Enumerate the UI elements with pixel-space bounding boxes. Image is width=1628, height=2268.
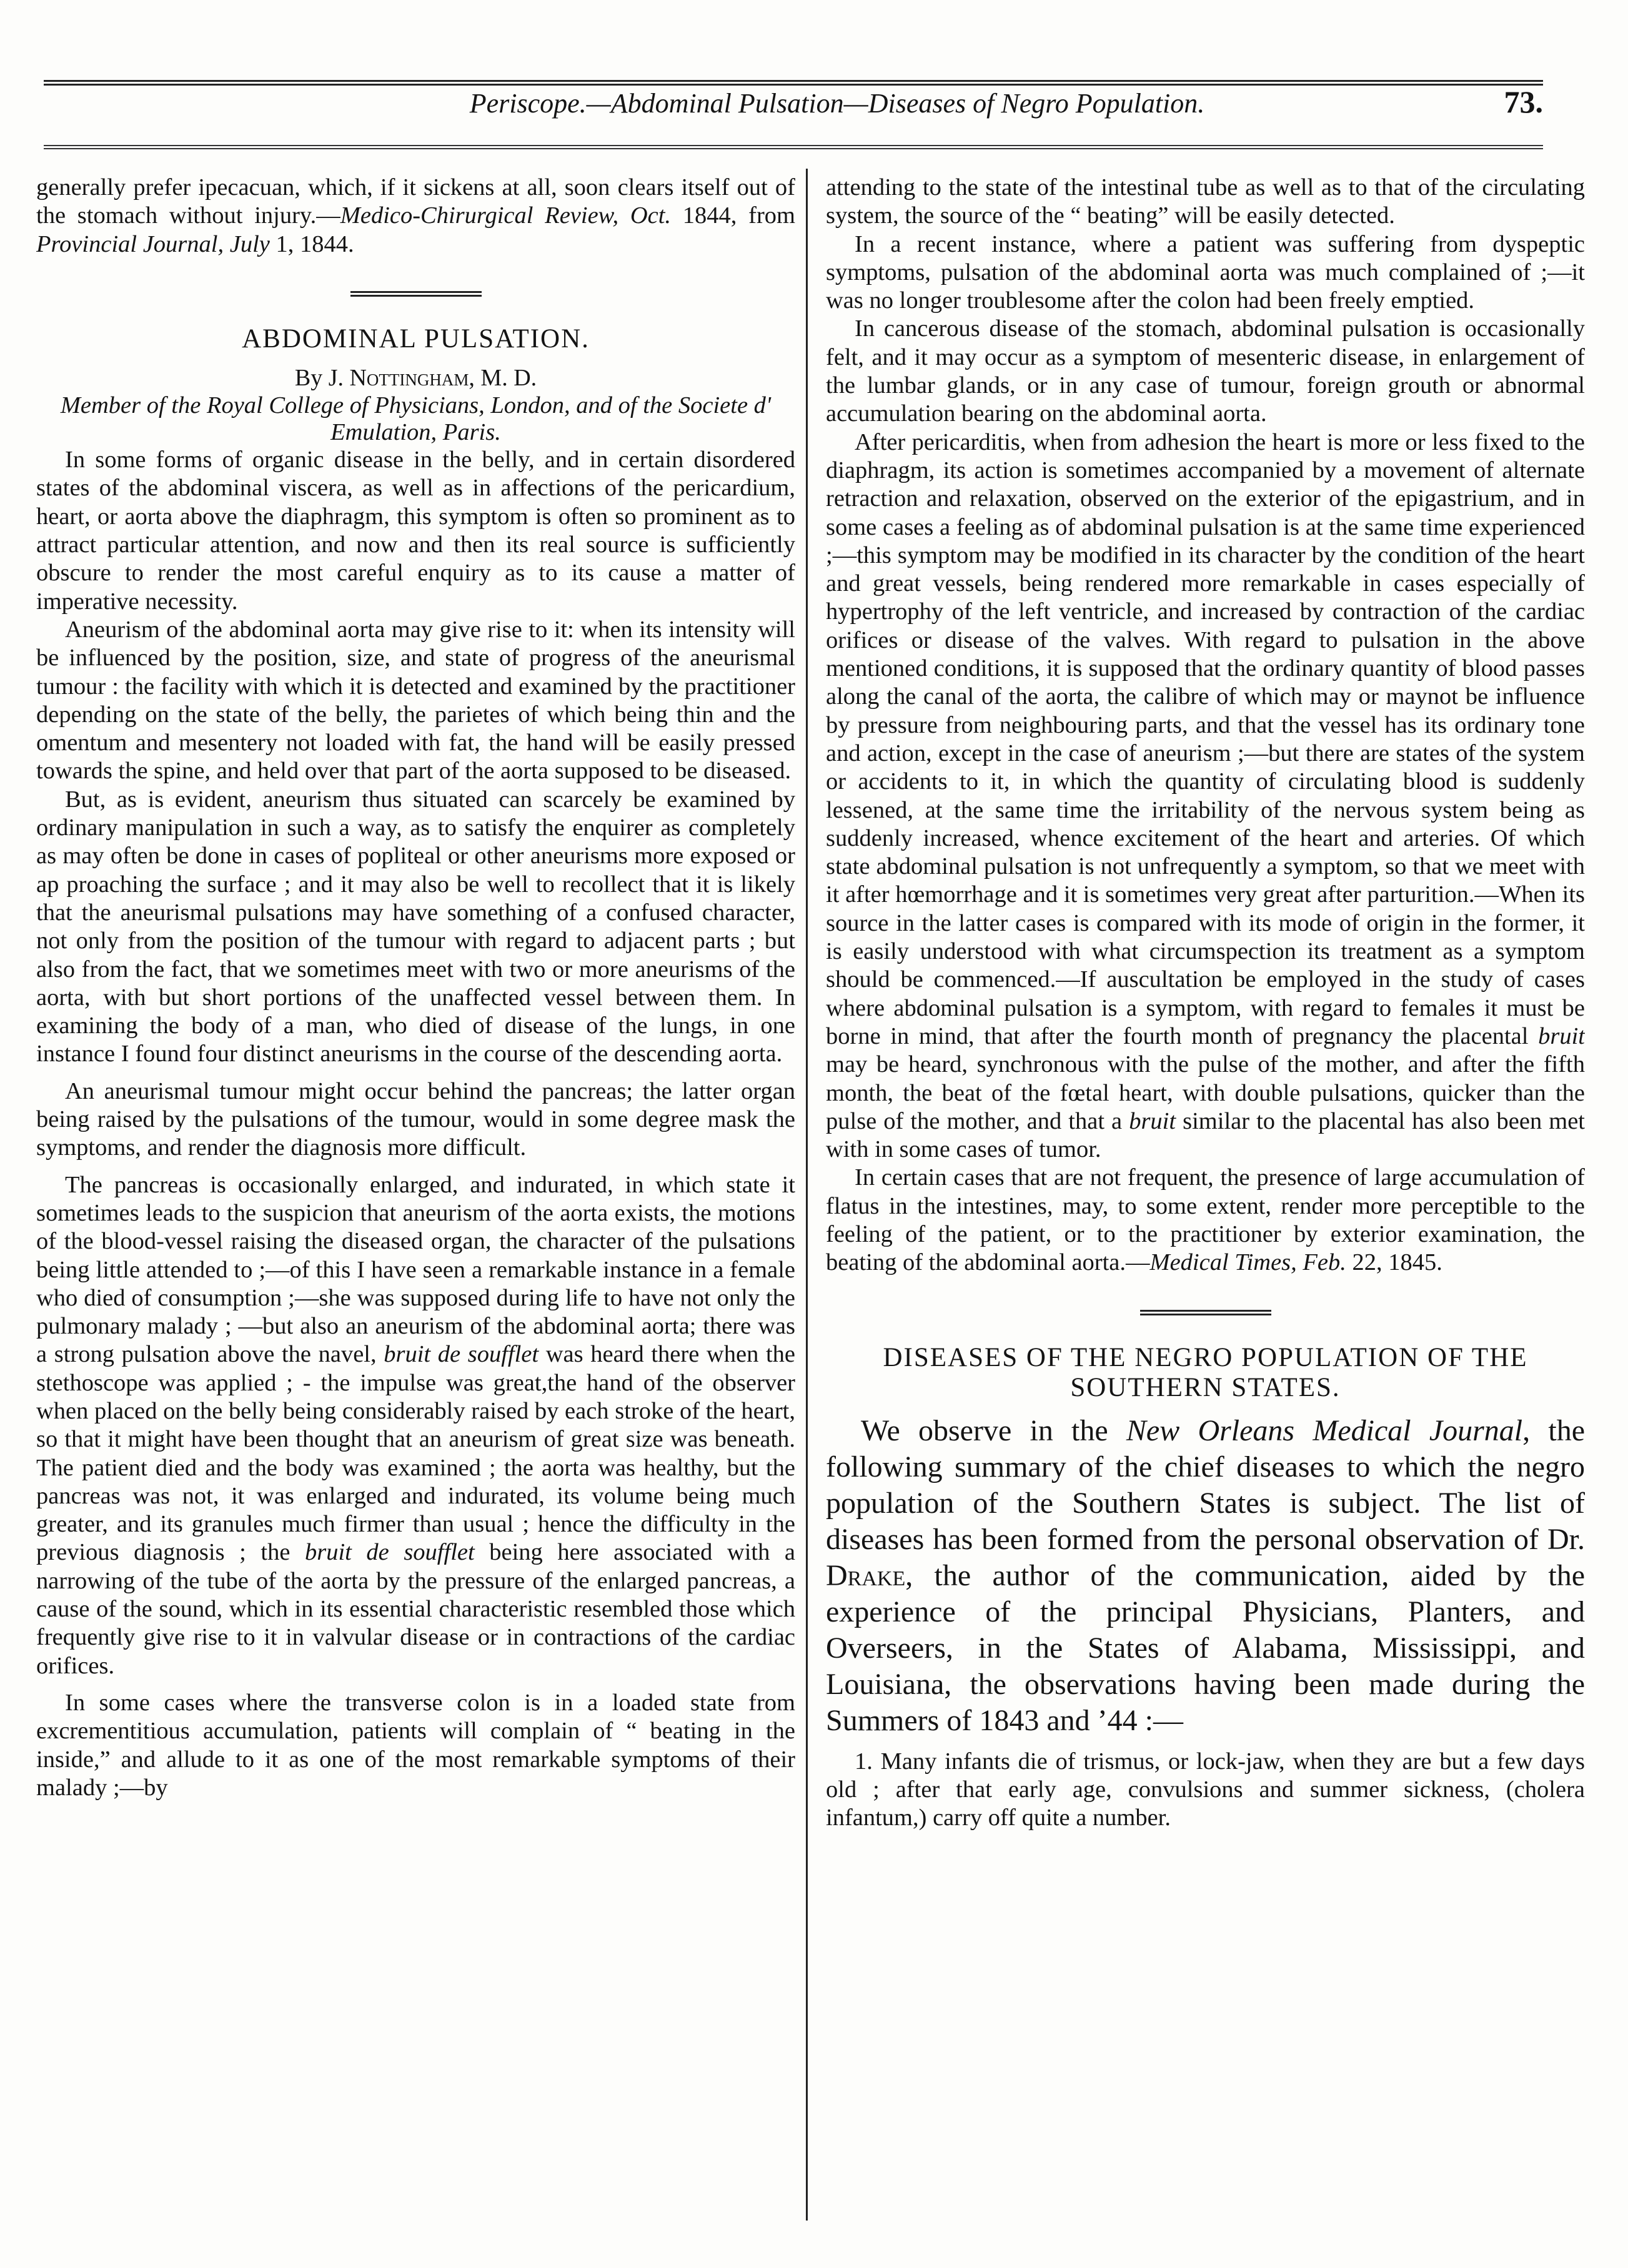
right-column: [826, 174, 1585, 2235]
paragraph: We observe in the New Orleans Medical Journal, the following summary of the chief diseases to which the negro population of the Southern States is subject. The list of diseases has been formed from the personal observation of Dr. Drake, the author of the communication, aided by the experience of the principal Physicians, Planters, and Overseers, in the States of Alabama, Mississippi, and Louisiana, the observations having been made during the Summers of 1843 and ’44 :—: [826, 1414, 1585, 1737]
paragraph: In a recent instance, where a patient was suffering from dyspeptic symptoms, pulsation of the abdominal aorta was much complained of ;—it was no longer troublesome after the colon had been freely emptied.: [826, 230, 1585, 314]
header-rule-bottom: [44, 145, 1543, 149]
running-head: Periscope.—Abdominal Pulsation—Diseases of Negro Population.: [469, 88, 1205, 119]
page-number: 73.: [1504, 84, 1543, 119]
byline: By J. Nottingham, M. D.: [294, 364, 537, 391]
paragraph: After pericarditis, when from adhesion the heart is more or less fixed to the diaphragm, its action is sometimes accompanied by a movement of alternate retraction and relaxation, observed on the exterior of the epigastrium, and in some cases a feeling as of abdominal pulsation is at the same time experienced ;—this symptom may be modified in its character by the condition of the heart and great vessels, being rendered more remarkable in cases especially of hypertrophy of the left ventricle, and increased by contraction of the cardiac orifices or disease of the valves. With regard to pulsation in the above mentioned conditions, it is supposed that the ordinary quantity of blood passes along the canal of the aorta, the calibre of which may or maynot be influence by pressure from neighbouring parts, and that the vessel has its ordinary tone and action, except in the case of aneurism ;—but there are states of the system or accidents to it, in which the quantity of circulating blood is suddenly lessened, at the same time the irritability of the nervous system being as suddenly increased, whence excitement of the heart and arteries. Of which state abdominal pulsation is not unfrequently a symptom, so that we meet with it after hœmorrhage and it is sometimes very great after parturition.—When its source in the latter cases is compared with its mode of origin in the former, it is easily understood with what circumspection its treatment as a symptom should be commenced.—If auscultation be employed in the study of cases where abdominal pulsation is a symptom, with regard to females it must be borne in mind, that after the fourth month of pregnancy the placental bruit may be heard, synchronous with the pulse of the mother, and after the fifth month, the beat of the fœtal heart, with double pulsations, quicker than the pulse of the mother, and that a bruit similar to the placental has also been met with in some cases of tumor.: [826, 428, 1585, 1163]
article-intro: [826, 1413, 1585, 1739]
continuation-paragraph: generally prefer ipecacuan, which, if it sickens at all, soon clears itself out of the stomach without injury.—Medico-Chirurgical Review, Oct. 1844, from Provincial Journal, July 1, 1844.: [36, 174, 795, 257]
paragraph: In certain cases that are not frequent, the presence of large accumulation of flatus in the intestines, may, to some extent, render more perceptible to the feeling of the patient, or to the practitioner by exterior examination, the beating of the abdominal aorta.—Medical Times, Feb. 22, 1845.: [826, 1164, 1585, 1276]
article-title: DISEASES OF THE NEGRO POPULATION OF THE SOUTHERN STATES.: [883, 1342, 1528, 1402]
column-divider: [806, 169, 808, 2221]
paragraph: The pancreas is occasionally enlarged, and indurated, in which state it sometimes leads to the suspicion that aneurism of the aorta exists, the motions of the blood-vessel raising the diseased organ, the character of the pulsations being little attended to ;—of this I have seen a remarkable instance in a female who died of consumption ;—she was supposed during life to have not only the pulmonary malady ; —but also an aneurism of the abdominal aorta; there was a strong pulsation above the navel, bruit de soufflet was heard there when the stethoscope was applied ; - the impulse was great,the hand of the observer when placed on the belly being considerably raised by each stroke of the heart, so that it might have been thought that an aneurism of great size was beneath. The patient died and the body was examined ; the aorta was healthy, but the pancreas was not, it was enlarged and indurated, its volume being much greater, and its granules much firmer than usual ; hence the difficulty in the previous diagnosis ; the bruit de soufflet being here associated with a narrowing of the tube of the aorta by the pressure of the enlarged pancreas, a cause of the sound, which in its essential characteristic resembled those which frequently give rise to it in valvular disease or in contractions of the cardiac orifices.: [36, 1171, 795, 1679]
paragraph: In some cases where the transverse colon is in a loaded state from excrementitious accumulation, patients will complain of “ beating in the inside,” and allude to it as one of the most remarkable symptoms of their malady ;—by: [36, 1689, 795, 1801]
author-name: J. Nottingham: [328, 364, 469, 391]
section-divider: [1140, 1310, 1271, 1315]
header-rule-top: [44, 80, 1543, 86]
left-column: [36, 174, 795, 2235]
paragraph: An aneurismal tumour might occur behind the pancreas; the latter organ being raised by the pulsations of the tumour, would in some degree mask the symptoms, and render the diagnosis more difficult.: [36, 1077, 795, 1161]
paragraph: attending to the state of the intestinal tube as well as to that of the circulating system, the source of the “ beating” will be easily detected.: [826, 174, 1585, 229]
list-item: 1. Many infants die of trismus, or lock-jaw, when they are but a few days old ; after that early age, convulsions and summer sickness, (cholera infantum,) carry off quite a number.: [826, 1748, 1585, 1831]
paragraph: But, as is evident, aneurism thus situated can scarcely be examined by ordinary manipulation in such a way, as to satisfy the enquirer as completely as may often be done in cases of popliteal or other aneurisms more exposed or ap proaching the surface ; and it may also be well to recollect that it is likely that the aneurismal pulsations may have something of a confused character, not only from the position of the tumour with regard to adjacent parts ; but also from the fact, that we sometimes meet with two or more aneurisms of the aorta, with but short portions of the unaffected vessel between them. In examining the body of a man, who died of disease of the lungs, in one instance I found four distinct aneurisms in the course of the descending aorta.: [36, 786, 795, 1067]
author-credentials: Member of the Royal College of Physicians, London, and of the Societe d' Emulation, Paris.: [60, 392, 772, 446]
article-title: ABDOMINAL PULSATION.: [242, 324, 590, 354]
paragraph: Aneurism of the abdominal aorta may give rise to it: when its intensity will be influenced by the position, size, and state of progress of the aneurismal tumour : the facility with which it is detected and examined by the practitioner depending on the state of the belly, the parietes of which being thin and the omentum and mesentery not loaded with fat, the hand will be easily pressed towards the spine, and held over that part of the aorta supposed to be diseased.: [36, 616, 795, 785]
paragraph: In some forms of organic disease in the belly, and in certain disordered states of the abdominal viscera, as well as in affections of the pericardium, heart, or aorta above the diaphragm, this symptom is often so prominent as to attract particular attention, and now and then its real source is sufficiently obscure to render the most careful enquiry as to its cause a matter of imperative necessity.: [36, 447, 795, 615]
section-divider: [350, 291, 482, 297]
paragraph: In cancerous disease of the stomach, abdominal pulsation is occasionally felt, and it may occur as a symptom of mesenteric disease, in enlargement of the lumbar glands, or in any case of tumour, foreign grouth or abnormal accumulation bearing on the abdominal aorta.: [826, 315, 1585, 427]
